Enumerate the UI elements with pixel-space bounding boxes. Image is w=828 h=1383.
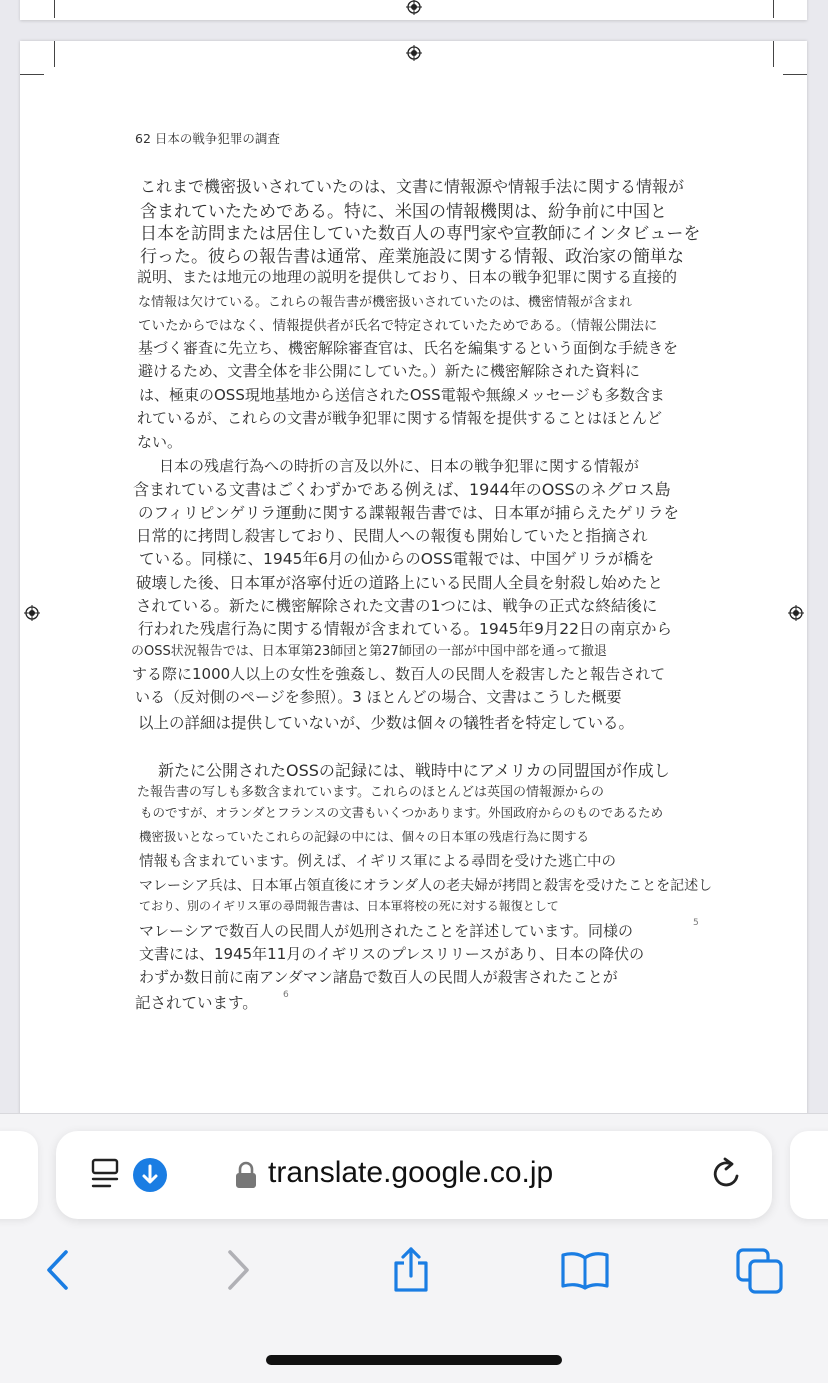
document-text-line: 日本の残虐行為への時折の言及以外に、日本の戦争犯罪に関する情報が xyxy=(159,457,640,475)
footnote-mark: 6 xyxy=(283,990,289,1000)
crop-mark xyxy=(773,0,774,18)
url-text[interactable]: translate.google.co.jp xyxy=(268,1156,554,1189)
document-text-line: 文書には、1945年11月のイギリスのプレスリリースがあり、日本の降伏の xyxy=(139,945,645,963)
document-text-line: わずか数日前に南アンダマン諸島で数百人の民間人が殺害されたことが xyxy=(139,968,618,986)
document-text-line: 含まれている文書はごくわずかである例えば、1944年のOSSのネグロス島 xyxy=(133,480,671,499)
document-text-line: ない。 xyxy=(137,433,183,451)
document-text-line: のフィリピンゲリラ運動に関する諜報報告書では、日本軍が捕らえたゲリラを xyxy=(138,504,679,522)
document-text-line: 含まれていたためである。特に、米国の情報機関は、紛争前に中国と xyxy=(140,202,667,222)
download-icon[interactable] xyxy=(133,1158,167,1196)
tabs-icon[interactable] xyxy=(736,1248,784,1298)
document-text-line: 日常的に拷問し殺害しており、民間人への報復も開始していたと指摘され xyxy=(136,527,648,545)
share-icon[interactable] xyxy=(390,1246,432,1298)
document-text-line: ものですが、オランダとフランスの文書もいくつかあります。外国政府からのものであるため xyxy=(140,805,664,820)
registration-mark-icon xyxy=(788,605,804,621)
crop-mark xyxy=(54,0,55,18)
bookmarks-icon[interactable] xyxy=(560,1250,610,1294)
document-text-line: マレーシアで数百人の民間人が処刑されたことを詳述しています。同様の xyxy=(139,922,633,940)
document-text-line: 新たに公開されたOSSの記録には、戦時中にアメリカの同盟国が作成し xyxy=(158,761,670,780)
document-text-line: 記されています。 xyxy=(135,994,258,1012)
document-text-line: のOSS状況報告では、日本軍第23師団と第27師団の一部が中国中部を通って撤退 xyxy=(131,644,607,659)
crop-mark xyxy=(783,74,807,75)
document-text-line: されている。新たに機密解除された文書の1つには、戦争の正式な終結後に xyxy=(136,597,658,615)
crop-mark xyxy=(54,41,55,67)
document-text-line: 破壊した後、日本軍が洛寧付近の道路上にいる民間人全員を射殺し始めたと xyxy=(136,574,664,592)
back-icon[interactable] xyxy=(44,1249,72,1295)
document-text-line: れているが、これらの文書が戦争犯罪に関する情報を提供することはほとんど xyxy=(137,409,663,427)
reload-icon[interactable] xyxy=(710,1156,744,1196)
document-text-line: これまで機密扱いされていたのは、文書に情報源や情報手法に関する情報が xyxy=(140,177,685,196)
registration-mark-icon xyxy=(406,45,422,61)
document-page xyxy=(20,41,807,1141)
document-text-line: 行った。彼らの報告書は通常、産業施設に関する情報、政治家の簡単な xyxy=(140,247,684,267)
reader-mode-icon[interactable] xyxy=(90,1157,124,1195)
document-text-line: た報告書の写しも多数含まれています。これらのほとんどは英国の情報源からの xyxy=(137,785,604,800)
previous-page-fragment xyxy=(20,0,807,20)
document-text-line: マレーシア兵は、日本軍占領直後にオランダ人の老夫婦が拷問と殺害を受けたことを記述し xyxy=(139,878,713,894)
lock-icon xyxy=(235,1161,257,1193)
next-tab-preview[interactable] xyxy=(790,1131,828,1219)
document-text-line: 行われた残虐行為に関する情報が含まれている。1945年9月22日の南京から xyxy=(138,620,673,638)
registration-mark-icon xyxy=(406,0,422,15)
document-text-line: 説明、または地元の地理の説明を提供しており、日本の戦争犯罪に関する直接的 xyxy=(137,268,678,286)
document-text-line: 情報も含まれています。例えば、イギリス軍による尋問を受けた逃亡中の xyxy=(139,854,617,870)
document-text-line: 以上の詳細は提供していないが、少数は個々の犠牲者を特定している。 xyxy=(138,714,635,732)
crop-mark xyxy=(773,41,774,67)
document-text-line: 基づく審査に先立ち、機密解除審査官は、氏名を編集するという面倒な手続きを xyxy=(138,339,679,357)
registration-mark-icon xyxy=(24,605,40,621)
document-text-line: 避けるため、文書全体を非公開にしていた。）新たに機密解除された資料に xyxy=(138,362,640,380)
crop-mark xyxy=(20,74,44,75)
document-text-line: いる（反対側のページを参照）。3 ほとんどの場合、文書はこうした概要 xyxy=(135,688,622,706)
previous-tab-preview[interactable] xyxy=(0,1131,38,1219)
document-text-line: な情報は欠けている。これらの報告書が機密扱いされていたのは、機密情報が含まれ xyxy=(138,295,633,310)
document-text-line: ている。同様に、1945年6月の仙からのOSS電報では、中国ゲリラが橋を xyxy=(139,550,655,568)
document-text-line: ていたからではなく、情報提供者が氏名で特定されていたためである。（情報公開法に xyxy=(138,318,658,334)
footnote-mark: 5 xyxy=(693,918,699,928)
document-text-line: する際に1000人以上の女性を強姦し、数百人の民間人を殺害したと報告されて xyxy=(132,665,666,683)
document-text-line: 日本を訪問または居住していた数百人の専門家や宣教師にインタビューを xyxy=(140,224,701,244)
page-header: 62 日本の戦争犯罪の調査 xyxy=(135,131,280,146)
forward-icon xyxy=(224,1249,252,1295)
document-text-line: 機密扱いとなっていたこれらの記録の中には、個々の日本軍の残虐行為に関する xyxy=(139,829,590,844)
document-text-line: は、極東のOSS現地基地から送信されたOSS電報や無線メッセージも多数含ま xyxy=(139,386,665,404)
home-indicator xyxy=(266,1355,562,1365)
document-text-line: ており、別のイギリス軍の尋問報告書は、日本軍将校の死に対する報復として xyxy=(139,899,559,913)
